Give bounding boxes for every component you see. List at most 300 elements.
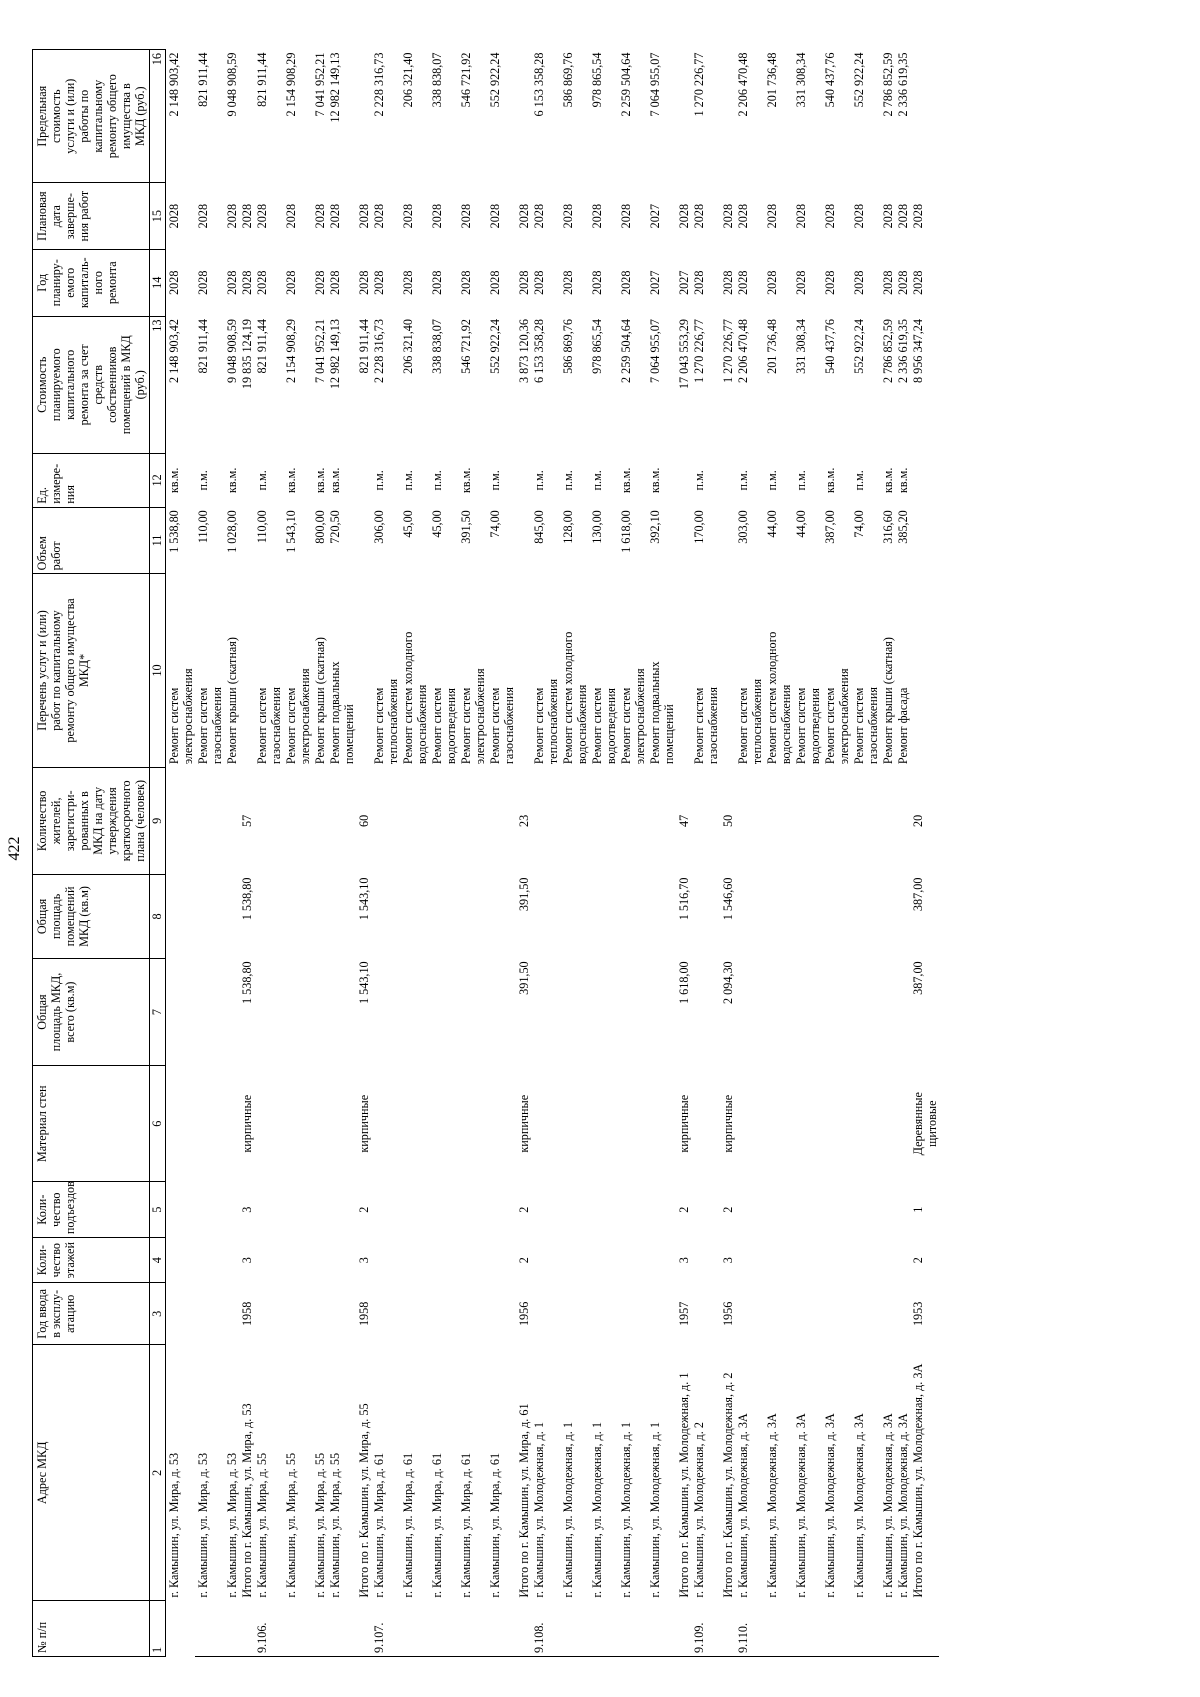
table-cell: 17 043 553,29: [677, 319, 691, 390]
table-cell: 2028: [357, 270, 371, 295]
header-cell: Общая площадь помещений МКД (кв.м): [33, 875, 150, 959]
table-cell: 9.109.: [691, 1601, 720, 1657]
table-cell: г. Камышин, ул. Молодежная, д. 3А: [881, 1413, 895, 1598]
header-cell: Перечень услуг и (или) работ по капитальному ремонту общего имущества МКД*: [33, 574, 150, 767]
table-cell: [254, 1066, 283, 1182]
table-cell: [429, 875, 458, 959]
page-number: 422: [6, 836, 23, 861]
table-cell: 2028: [721, 203, 735, 229]
table-row: [720, 50, 735, 1657]
table-cell: [647, 958, 676, 1065]
table-cell: Ремонт систем газоснабжения: [692, 687, 720, 765]
table-cell: 9.107.: [371, 1601, 400, 1657]
table-cell: 552 922,24: [852, 319, 866, 374]
table-cell: 7 064 955,07: [648, 52, 662, 117]
table-cell: [764, 958, 793, 1065]
table-cell: [589, 1283, 618, 1345]
table-cell: 586 869,76: [561, 319, 575, 374]
table-cell: [283, 1238, 312, 1283]
table-cell: 2028: [328, 203, 342, 229]
table-cell: 1 543,10: [357, 961, 371, 1004]
header-cell: Объем работ: [33, 507, 150, 574]
table-cell: 9.106.: [254, 1601, 283, 1657]
table-row: [910, 50, 939, 1657]
table-cell: [312, 1283, 327, 1345]
table-cell: Ремонт систем водоотведения: [590, 687, 618, 765]
table-cell: 387,00: [823, 510, 837, 544]
table-cell: [589, 958, 618, 1065]
header-cell: Год планиру- емого капиталь- ного ремонта: [33, 249, 150, 316]
table-cell: Ремонт систем газоснабжения: [255, 687, 283, 765]
table-cell: 2028: [852, 270, 866, 295]
table-cell: [851, 1182, 880, 1238]
table-cell: [691, 1238, 720, 1283]
table-cell: 3: [240, 1257, 254, 1264]
table-cell: [618, 767, 647, 874]
table-cell: 978 865,54: [590, 52, 604, 108]
table-cell: г. Камышин, ул. Мира, д. 55: [328, 1452, 342, 1598]
table-cell: 74,00: [852, 510, 866, 538]
table-cell: 60: [357, 814, 371, 827]
table-cell: [822, 1283, 851, 1345]
table-cell: 2028: [561, 270, 575, 295]
table-cell: [487, 958, 516, 1065]
table-cell: [458, 1238, 487, 1283]
table-cell: 2028: [532, 270, 546, 295]
table-cell: Ремонт подвальных помещений: [648, 661, 676, 765]
column-number-row: [150, 50, 166, 1657]
table-cell: [880, 1182, 895, 1238]
header-cell: Коли- чество подъездов: [33, 1182, 150, 1238]
header-cell: Материал стен: [33, 1066, 150, 1182]
table-cell: 1956: [721, 1301, 735, 1327]
table-cell: 978 865,54: [590, 319, 604, 374]
table-cell: [735, 958, 764, 1065]
header-cell: Адрес МКД: [33, 1345, 150, 1601]
table-cell: г. Камышин, ул. Молодежная, д. 1: [561, 1422, 575, 1598]
table-cell: 57: [240, 814, 254, 827]
table-cell: 331 308,34: [794, 319, 808, 374]
table-cell: Ремонт систем теплоснабжения: [736, 678, 764, 765]
table-cell: [487, 1066, 516, 1182]
table-cell: [880, 767, 895, 874]
table-cell: 206 321,40: [401, 52, 415, 108]
table-cell: [429, 1283, 458, 1345]
table-cell: [458, 1601, 487, 1657]
table-cell: кв.м.: [619, 467, 633, 494]
table-cell: [195, 1283, 224, 1345]
table-cell: 2028: [196, 270, 210, 295]
table-cell: 2: [677, 1206, 691, 1213]
header-cell: Общая площадь МКД, всего (кв.м): [33, 958, 150, 1065]
table-cell: [429, 958, 458, 1065]
table-cell: Ремонт крыши (скатная): [313, 637, 327, 765]
table-cell: [822, 1238, 851, 1283]
table-cell: 2028: [532, 203, 546, 229]
table-cell: 1: [911, 1206, 925, 1213]
table-cell: [458, 875, 487, 959]
table-cell: 1 538,80: [167, 510, 181, 553]
column-number-cell: 4: [150, 1238, 166, 1283]
table-cell: Ремонт систем водоотведения: [794, 687, 822, 765]
table-cell: Ремонт систем холодного водоснабжения: [765, 631, 793, 765]
table-cell: 2028: [255, 270, 269, 295]
table-cell: 1958: [357, 1301, 371, 1327]
table-cell: 44,00: [765, 510, 779, 538]
table-cell: [851, 1601, 880, 1657]
table-cell: [400, 1066, 429, 1182]
table-cell: 1 270 226,77: [692, 319, 706, 384]
table-row: [429, 50, 458, 1657]
table-cell: [516, 1601, 531, 1657]
table-row: [880, 50, 895, 1657]
table-cell: г. Камышин, ул. Мира, д. 53: [225, 1452, 239, 1598]
table-cell: [166, 1066, 196, 1182]
table-cell: г. Камышин, ул. Молодежная, д. 3А: [896, 1413, 910, 1598]
table-cell: 47: [677, 814, 691, 827]
table-cell: [793, 767, 822, 874]
table-cell: Ремонт крыши (скатная): [225, 637, 239, 765]
table-cell: 800,00: [313, 510, 327, 544]
table-cell: [312, 1182, 327, 1238]
table-cell: кв.м.: [167, 467, 181, 494]
table-cell: [764, 1238, 793, 1283]
table-cell: [560, 767, 589, 874]
table-cell: 2 154 908,29: [284, 52, 298, 117]
table-cell: г. Камышин, ул. Молодежная, д. 3А: [765, 1413, 779, 1598]
header-cell: Год ввода в эксплу- атацию: [33, 1283, 150, 1345]
table-cell: [720, 454, 735, 508]
table-cell: [880, 958, 895, 1065]
table-cell: [851, 958, 880, 1065]
table-cell: Ремонт систем электроснабжения: [619, 668, 647, 765]
table-cell: [356, 574, 371, 767]
table-cell: [822, 875, 851, 959]
table-cell: [560, 1238, 589, 1283]
table-cell: Ремонт систем холодного водоснабжения: [401, 631, 429, 765]
table-cell: [851, 875, 880, 959]
table-cell: [487, 1182, 516, 1238]
table-cell: [720, 1601, 735, 1657]
table-cell: Итого по г. Камышин, ул. Молодежная, д. 1: [677, 1372, 691, 1598]
table-cell: [195, 1238, 224, 1283]
header-cell: Коли- чество этажей: [33, 1238, 150, 1283]
table-row: [195, 50, 224, 1657]
table-cell: [910, 50, 939, 183]
table-cell: 2 786 852,59: [881, 52, 895, 117]
table-cell: [691, 1283, 720, 1345]
table-cell: 540 437,76: [823, 52, 837, 108]
table-cell: 2028: [517, 270, 531, 295]
table-row: [487, 50, 516, 1657]
table-cell: 2028: [328, 270, 342, 295]
table-cell: [895, 1601, 910, 1657]
table-cell: 2028: [721, 270, 735, 295]
table-cell: 2 094,30: [721, 961, 735, 1004]
header-cell: Стоимость планируемого капитального ремонта за счет средств собственников помещений в МКД (руб.): [33, 316, 150, 453]
table-cell: 201 736,48: [765, 319, 779, 374]
table-cell: 2028: [313, 203, 327, 229]
table-cell: [720, 574, 735, 767]
table-cell: [195, 958, 224, 1065]
table-cell: [764, 1182, 793, 1238]
table-cell: 331 308,34: [794, 52, 808, 108]
table-cell: [224, 1601, 239, 1657]
table-cell: [720, 50, 735, 183]
table-cell: [283, 1182, 312, 1238]
table-cell: 1958: [240, 1301, 254, 1327]
table-cell: [764, 875, 793, 959]
table-cell: г. Камышин, ул. Мира, д. 61: [430, 1452, 444, 1598]
table-row: [793, 50, 822, 1657]
table-cell: [195, 767, 224, 874]
table-cell: [822, 767, 851, 874]
table-cell: [851, 1066, 880, 1182]
table-cell: [429, 767, 458, 874]
table-cell: [312, 875, 327, 959]
table-cell: 303,00: [736, 510, 750, 544]
table-cell: 2 206 470,48: [736, 319, 750, 384]
table-cell: [254, 1283, 283, 1345]
table-cell: [793, 875, 822, 959]
table-cell: [764, 1066, 793, 1182]
table-cell: [400, 1601, 429, 1657]
table-cell: г. Камышин, ул. Молодежная, д. 3А: [794, 1413, 808, 1598]
table-cell: [429, 1601, 458, 1657]
column-number-cell: 11: [150, 507, 166, 574]
table-cell: [283, 875, 312, 959]
table-cell: [327, 875, 356, 959]
table-cell: [283, 958, 312, 1065]
table-cell: г. Камышин, ул. Мира, д. 53: [167, 1452, 181, 1598]
table-cell: 2028: [590, 270, 604, 295]
table-cell: п.м.: [561, 470, 575, 491]
table-cell: 821 911,44: [196, 52, 210, 107]
table-cell: [166, 1601, 196, 1657]
table-cell: [312, 1066, 327, 1182]
table-cell: [589, 1601, 618, 1657]
table-row: [735, 50, 764, 1657]
table-cell: г. Камышин, ул. Молодежная, д. 3А: [736, 1413, 750, 1598]
table-cell: [895, 1283, 910, 1345]
table-cell: 2028: [372, 203, 386, 229]
table-cell: Ремонт систем электроснабжения: [167, 668, 195, 765]
table-cell: 2 154 908,29: [284, 319, 298, 384]
table-row: [166, 50, 196, 1657]
table-cell: кирпичные: [517, 1094, 531, 1153]
table-cell: г. Камышин, ул. Молодежная, д. 3А: [852, 1413, 866, 1598]
table-cell: [880, 1283, 895, 1345]
table-cell: 2028: [488, 203, 502, 229]
table-cell: [371, 1238, 400, 1283]
table-cell: 2 148 903,42: [167, 319, 181, 384]
table-cell: Ремонт систем газоснабжения: [488, 687, 516, 765]
table-row: [224, 50, 239, 1657]
table-cell: 2028: [677, 203, 691, 229]
table-cell: 2 228 316,73: [372, 319, 386, 384]
table-cell: 2028: [488, 270, 502, 295]
table-cell: [735, 1238, 764, 1283]
table-cell: 2028: [196, 203, 210, 229]
table-cell: п.м.: [196, 470, 210, 491]
table-cell: 45,00: [401, 510, 415, 538]
table-cell: [224, 1238, 239, 1283]
table-cell: [487, 1238, 516, 1283]
column-number-cell: 2: [150, 1345, 166, 1601]
header-cell: Предельная стоимость услуги и (или) работы по капитальному ремонту общего имущества в МКД (руб.): [33, 50, 150, 183]
table-cell: [224, 1066, 239, 1182]
table-cell: п.м.: [794, 470, 808, 491]
table-cell: 2: [357, 1206, 371, 1213]
table-cell: [531, 1066, 560, 1182]
table-cell: 391,50: [459, 510, 473, 544]
table-cell: [516, 574, 531, 767]
table-cell: 6 153 358,28: [532, 52, 546, 117]
table-cell: [195, 1066, 224, 1182]
table-body: [166, 50, 940, 1657]
table-cell: п.м.: [401, 470, 415, 491]
table-cell: [400, 767, 429, 874]
table-cell: 2028: [911, 270, 925, 295]
table-cell: [312, 958, 327, 1065]
table-cell: п.м.: [765, 470, 779, 491]
table-cell: 9.108.: [531, 1601, 560, 1657]
table-cell: 7 041 952,21: [313, 319, 327, 384]
table-cell: [254, 875, 283, 959]
header-cell: № п/п: [33, 1601, 150, 1657]
table-cell: [735, 875, 764, 959]
table-cell: 338 838,07: [430, 319, 444, 374]
table-cell: 546 721,92: [459, 52, 473, 108]
table-row: [589, 50, 618, 1657]
table-cell: [458, 1182, 487, 1238]
table-cell: г. Камышин, ул. Мира, д. 55: [255, 1452, 269, 1598]
table-cell: 2028: [459, 203, 473, 229]
table-cell: 720,50: [328, 510, 342, 544]
table-cell: [283, 1066, 312, 1182]
table-cell: г. Камышин, ул. Молодежная, д. 1: [590, 1422, 604, 1598]
table-cell: [764, 1283, 793, 1345]
table-cell: [589, 1182, 618, 1238]
column-number-cell: 10: [150, 574, 166, 767]
table-cell: Ремонт систем газоснабжения: [196, 687, 224, 765]
table-cell: [327, 958, 356, 1065]
table-cell: 2028: [692, 270, 706, 295]
table-cell: 2028: [430, 270, 444, 295]
table-cell: 385,20: [896, 510, 910, 544]
table-cell: г. Камышин, ул. Молодежная, д. 3А: [823, 1413, 837, 1598]
table-row: [516, 50, 531, 1657]
table-cell: [589, 1066, 618, 1182]
table-cell: 2028: [372, 270, 386, 295]
table-cell: [327, 1601, 356, 1657]
table-cell: Итого по г. Камышин, ул. Мира, д. 53: [240, 1403, 254, 1598]
table-cell: [371, 1066, 400, 1182]
table-cell: 2028: [823, 270, 837, 295]
table-cell: [239, 507, 254, 574]
table-cell: 170,00: [692, 510, 706, 544]
table-cell: 2028: [911, 203, 925, 229]
table-cell: [618, 1066, 647, 1182]
table-cell: [560, 1066, 589, 1182]
table-cell: [371, 875, 400, 959]
table-cell: 6 153 358,28: [532, 319, 546, 384]
table-cell: п.м.: [590, 470, 604, 491]
table-cell: [327, 1182, 356, 1238]
table-cell: кв.м.: [648, 467, 662, 494]
table-cell: кв.м.: [284, 467, 298, 494]
table-cell: [618, 1182, 647, 1238]
table-cell: [356, 1601, 371, 1657]
table-cell: [239, 1601, 254, 1657]
table-cell: 3: [677, 1257, 691, 1264]
table-cell: [676, 50, 691, 183]
table-cell: Ремонт систем газоснабжения: [852, 687, 880, 765]
table-row: [327, 50, 356, 1657]
table-cell: 20: [911, 814, 925, 827]
table-cell: 387,00: [911, 877, 925, 912]
table-cell: 8 956 347,24: [911, 319, 925, 384]
table-cell: [531, 1283, 560, 1345]
table-cell: [487, 1601, 516, 1657]
table-cell: 2: [721, 1206, 735, 1213]
table-cell: 1 618,00: [619, 510, 633, 553]
table-cell: кирпичные: [677, 1094, 691, 1153]
table-cell: [283, 1601, 312, 1657]
table-cell: 552 922,24: [852, 52, 866, 108]
table-cell: 2 259 504,64: [619, 52, 633, 117]
table-cell: 546 721,92: [459, 319, 473, 374]
table-cell: 206 321,40: [401, 319, 415, 374]
table-cell: [647, 1238, 676, 1283]
table-cell: 2 148 903,42: [167, 52, 181, 117]
header-cell: Ед. измере- ния: [33, 454, 150, 508]
table-cell: п.м.: [430, 470, 444, 491]
table-cell: 2: [517, 1257, 531, 1264]
header-cell: Количество жителей, зарегистри- рованных в МКД на дату утверждения краткосрочного плана (человек): [33, 767, 150, 874]
table-cell: [224, 767, 239, 874]
table-cell: 2: [911, 1257, 925, 1264]
table-cell: [793, 1283, 822, 1345]
table-cell: 2028: [284, 270, 298, 295]
table-cell: 1 618,00: [677, 961, 691, 1004]
table-cell: [254, 958, 283, 1065]
table-cell: [254, 1238, 283, 1283]
table-cell: 2028: [590, 203, 604, 229]
table-cell: [895, 1238, 910, 1283]
table-cell: 2028: [881, 270, 895, 295]
table-cell: [618, 875, 647, 959]
table-cell: [400, 958, 429, 1065]
table-cell: 1 546,60: [721, 877, 735, 921]
table-cell: [239, 454, 254, 508]
table-row: [618, 50, 647, 1657]
table-row: [400, 50, 429, 1657]
table-cell: 3: [357, 1257, 371, 1264]
table-cell: [793, 1601, 822, 1657]
table-cell: 338 838,07: [430, 52, 444, 108]
column-number-cell: 16: [150, 50, 166, 183]
table-cell: [880, 875, 895, 959]
table-cell: Ремонт систем электроснабжения: [823, 668, 851, 765]
table-cell: 391,50: [517, 877, 531, 912]
column-number-cell: 7: [150, 958, 166, 1065]
table-row: [254, 50, 283, 1657]
table-cell: 2028: [167, 270, 181, 295]
table-cell: [793, 1182, 822, 1238]
table-cell: 1 538,80: [240, 877, 254, 921]
table-cell: [560, 1601, 589, 1657]
